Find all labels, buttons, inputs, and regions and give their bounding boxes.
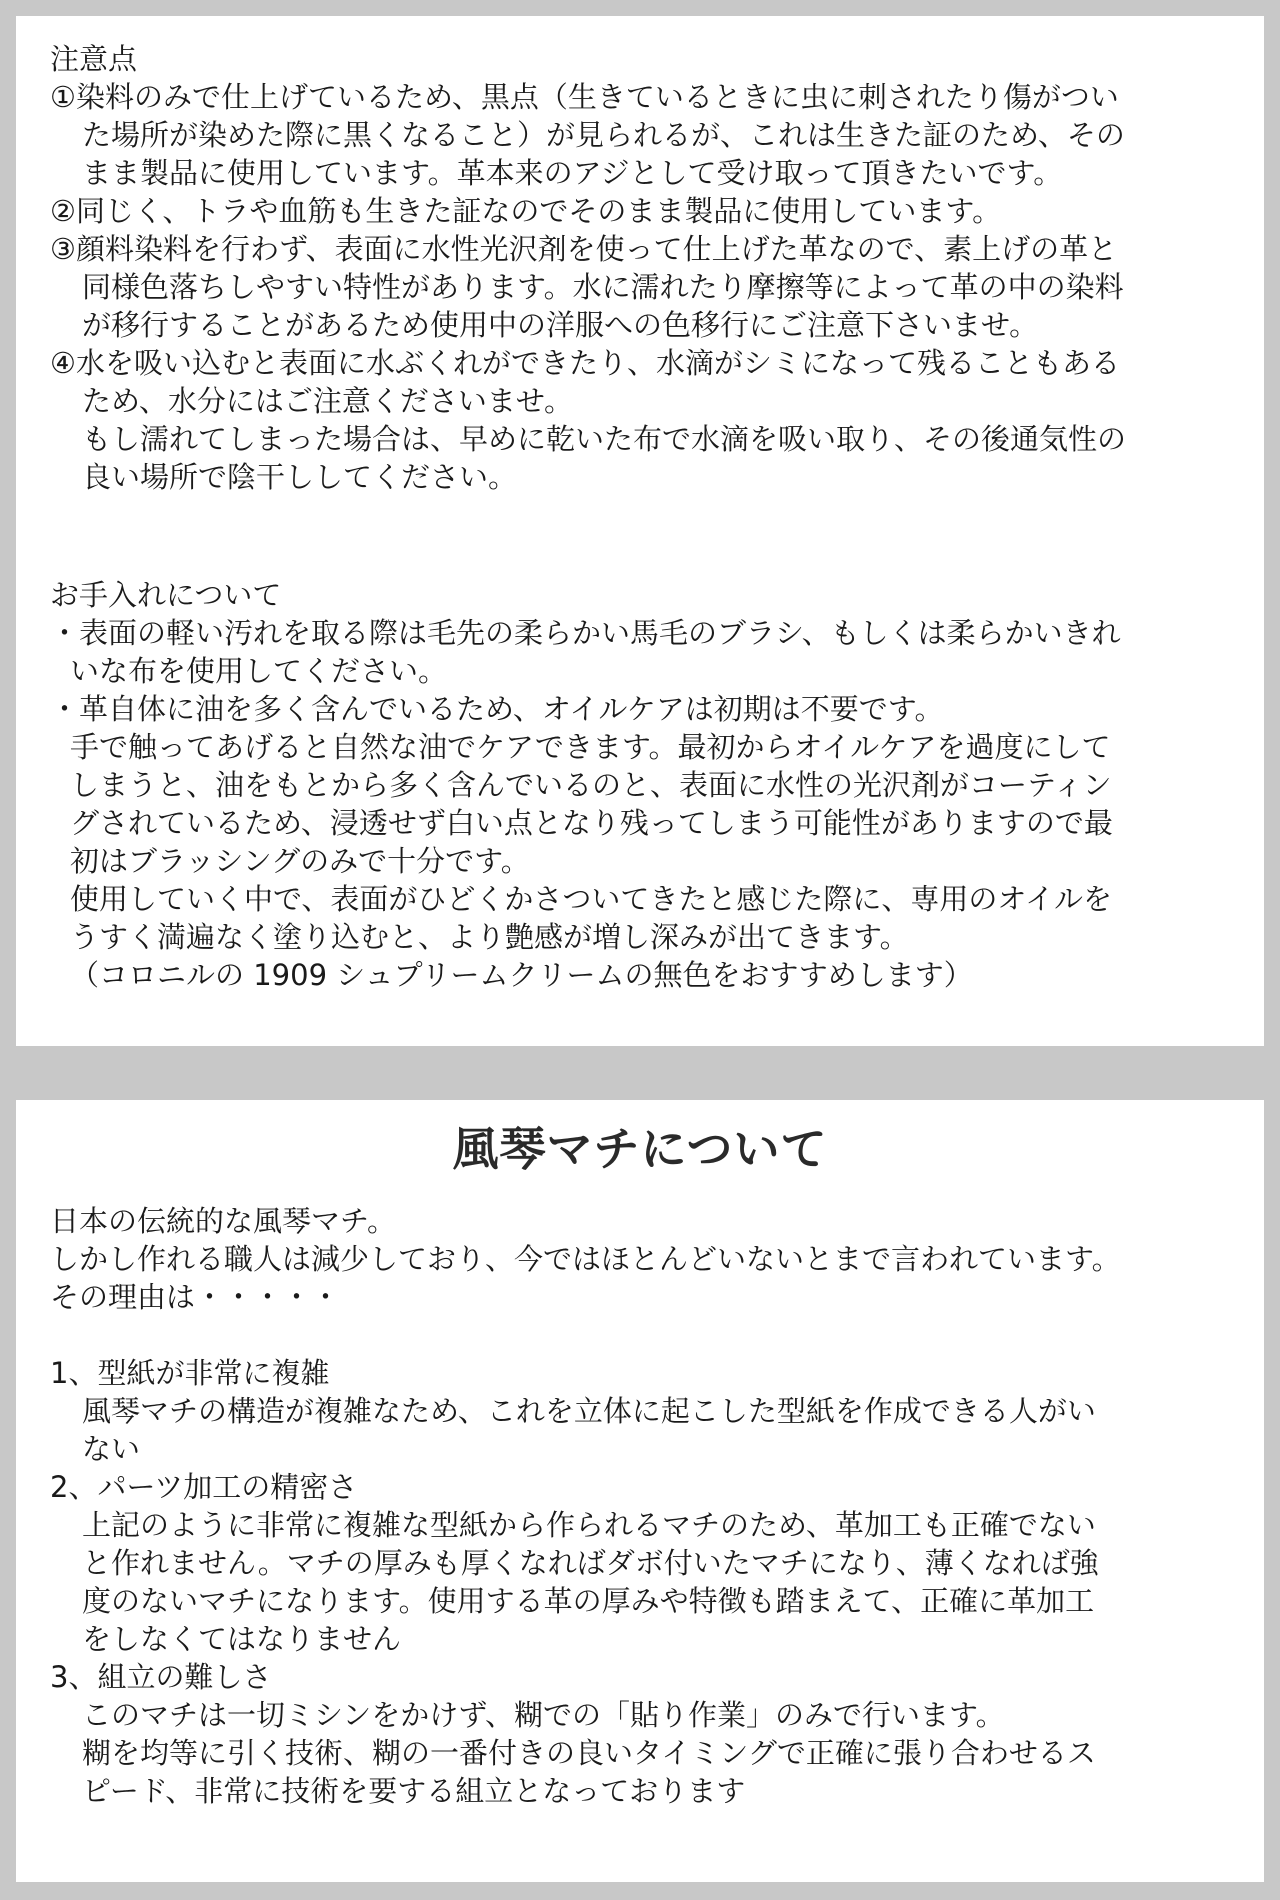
care-line: ・表面の軽い汚れを取る際は毛先の柔らかい馬毛のブラシ、もしくは柔らかいきれ (50, 616, 1121, 650)
notes-line: が移行することがあるため使用中の洋服への色移行にご注意下さいませ。 (82, 308, 1039, 342)
notes-line: 同様色落ちしやすい特性があります。水に濡れたり摩擦等によって革の中の染料 (82, 270, 1124, 304)
care-notes-panel (16, 16, 1264, 1046)
care-line: グされているため、浸透せず白い点となり残ってしまう可能性がありますので最 (70, 806, 1113, 840)
notes-line: もし濡れてしまった場合は、早めに乾いた布で水滴を吸い取り、その後通気性の (82, 422, 1127, 456)
care-line: うすく満遍なく塗り込むと、より艶感が増し深みが出てきます。 (70, 920, 909, 954)
care-line: いな布を使用してください。 (70, 654, 448, 688)
notes-line: まま製品に使用しています。革本来のアジとして受け取って頂きたいです。 (82, 156, 1063, 190)
reason-line: ピード、非常に技術を要する組立となっております (82, 1774, 746, 1808)
machi-intro-line: しかし作れる職人は減少しており、今ではほとんどいないとまで言われています。 (50, 1242, 1121, 1276)
reason-line: 度のないマチになります。使用する革の厚みや特徴も踏まえて、正確に革加工 (82, 1584, 1095, 1618)
reason-line: と作れません。マチの厚みも厚くなればダボ付いたマチになり、薄くなれば強 (82, 1546, 1099, 1580)
notes-heading: 注意点 (50, 42, 138, 76)
machi-intro-line: その理由は・・・・・ (50, 1280, 341, 1314)
notes-line: ④水を吸い込むと表面に水ぶくれができたり、水滴がシミになって残ることもある (50, 346, 1120, 380)
care-line: 手で触ってあげると自然な油でケアできます。最初からオイルケアを過度にして (70, 730, 1111, 764)
notes-line: ため、水分にはご注意くださいませ。 (82, 384, 573, 418)
machi-intro-line: 日本の伝統的な風琴マチ。 (50, 1204, 396, 1238)
care-line: ・革自体に油を多く含んでいるため、オイルケアは初期は不要です。 (50, 692, 944, 726)
care-line: 初はブラッシングのみで十分です。 (70, 844, 530, 878)
notes-line: ②同じく、トラや血筋も生きた証なのでそのまま製品に使用しています。 (50, 194, 1002, 228)
machi-panel (16, 1100, 1264, 1882)
reason-line: 糊を均等に引く技術、糊の一番付きの良いタイミングで正確に張り合わせるス (82, 1736, 1096, 1770)
notes-line: ①染料のみで仕上げているため、黒点（生きているときに虫に刺されたり傷がつい (50, 80, 1119, 114)
reason-line: ない (82, 1432, 141, 1466)
machi-title: 風琴マチについて (452, 1122, 828, 1176)
reason-line: 上記のように非常に複雑な型紙から作られるマチのため、革加工も正確でない (82, 1508, 1096, 1542)
care-line: しまうと、油をもとから多く含んでいるのと、表面に水性の光沢剤がコーティン (70, 768, 1112, 802)
notes-line: た場所が染めた際に黒くなること）が見られるが、これは生きた証のため、その (82, 118, 1125, 152)
reason-heading: 2、パーツ加工の精密さ (50, 1470, 358, 1504)
reason-line: をしなくてはなりません (82, 1622, 402, 1656)
reason-line: 風琴マチの構造が複雑なため、これを立体に起こした型紙を作成できる人がい (82, 1394, 1096, 1428)
reason-line: このマチは一切ミシンをかけず、糊での「貼り作業」のみで行います。 (82, 1698, 1005, 1732)
reason-heading: 1、型紙が非常に複雑 (50, 1356, 330, 1390)
care-line: 使用していく中で、表面がひどくかさついてきたと感じた際に、専用のオイルを (70, 882, 1112, 916)
notes-line: ③顔料染料を行わず、表面に水性光沢剤を使って仕上げた革なので、素上げの革と (50, 232, 1118, 266)
care-line: （コロニルの 1909 シュプリームクリームの無色をおすすめします） (70, 958, 973, 992)
care-heading: お手入れについて (50, 578, 282, 612)
notes-line: 良い場所で陰干ししてください。 (82, 460, 518, 494)
reason-heading: 3、組立の難しさ (50, 1660, 272, 1694)
